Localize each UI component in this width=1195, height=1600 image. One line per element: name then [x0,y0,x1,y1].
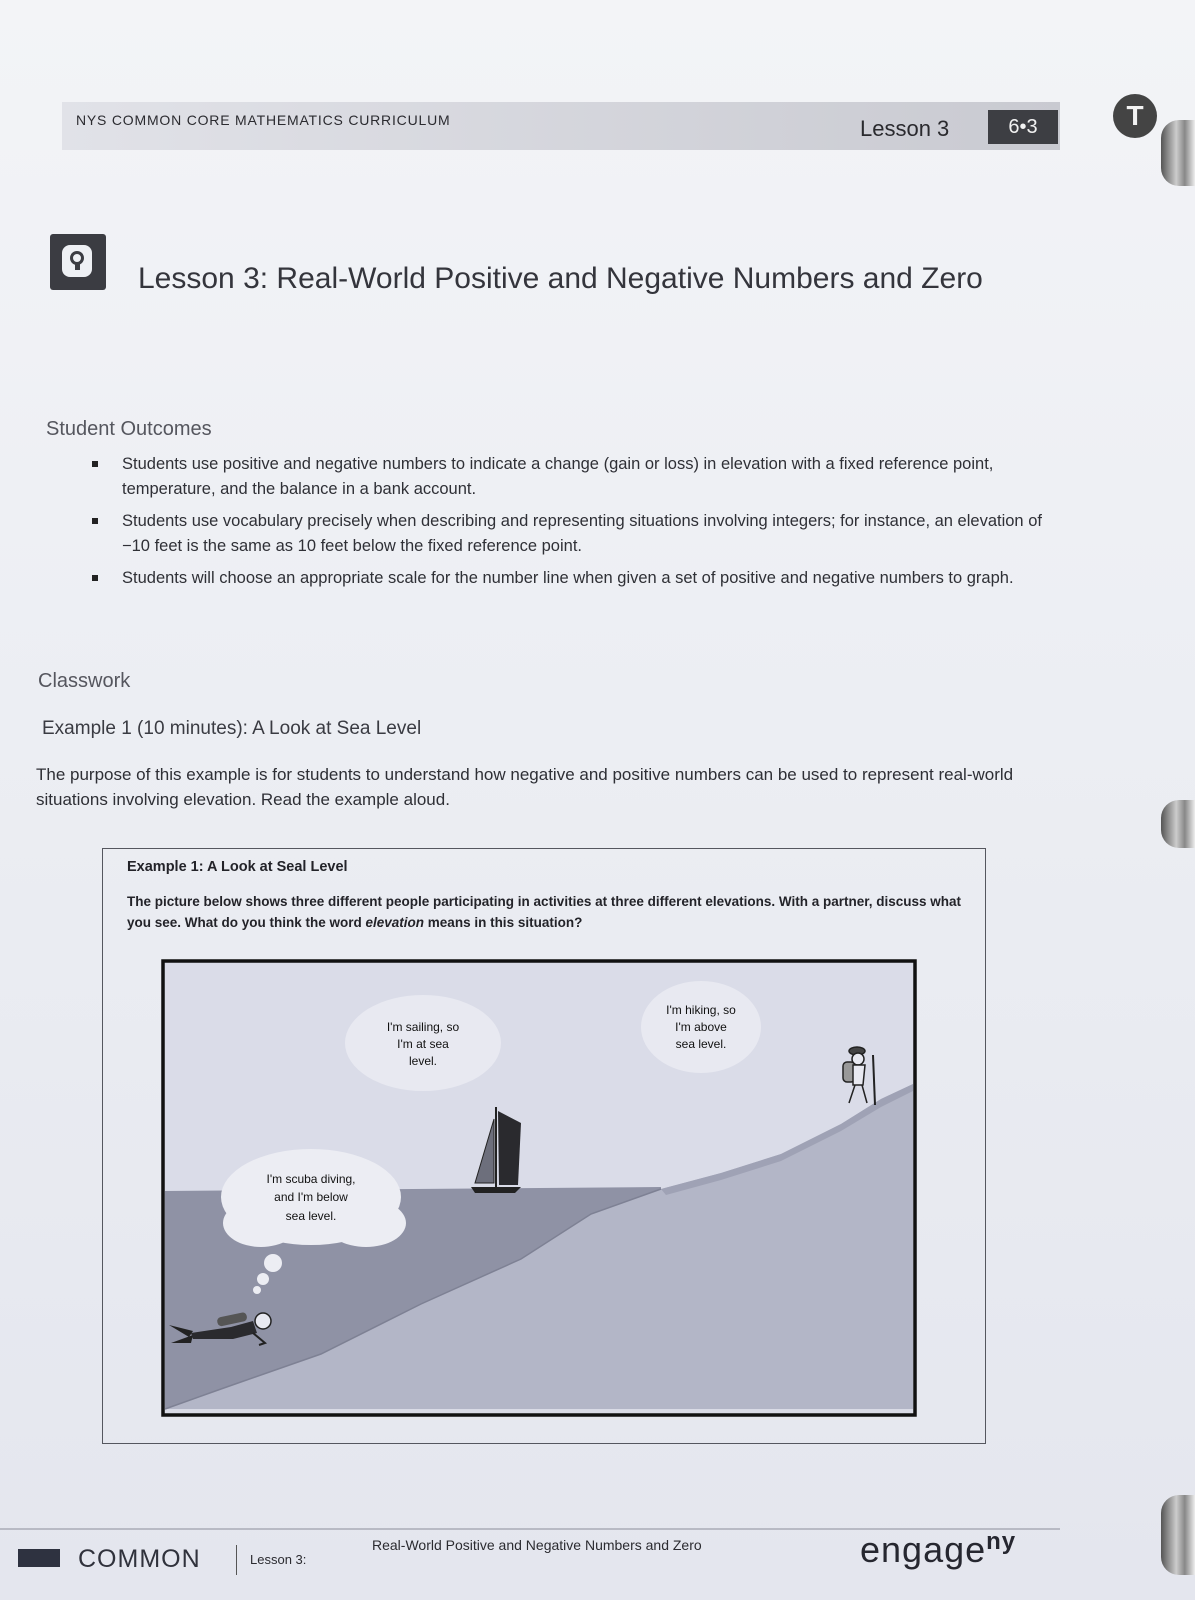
example-box-title: Example 1: A Look at Seal Level [127,859,348,875]
svg-text:sea level.: sea level. [285,1209,337,1223]
curriculum-title: NYS COMMON CORE MATHEMATICS CURRICULUM [76,112,451,128]
binder-ring [1161,120,1195,186]
hiking-speech-bubble [641,981,761,1073]
example-box-description: The picture below shows three different people participating in activities at three different elevations. With a partner, discuss what you see. What do you think the word elevation means in this situation? [127,894,962,930]
footer-lesson: Lesson 3: [250,1552,307,1567]
outcome-item: Students will choose an appropriate scale for the number line when given a set of positive and negative numbers to graph. [92,566,1052,591]
curriculum-header [62,102,1060,150]
elevation-term: elevation [365,915,425,930]
common-core-logo-icon [18,1549,60,1567]
elevation-illustration [161,959,917,1417]
svg-text:level.: level. [408,1054,438,1068]
svg-text:sea level.: sea level. [675,1037,727,1051]
header-lesson: Lesson 3 [860,116,950,141]
svg-text:I'm above: I'm above [675,1020,727,1034]
outcome-item: Students use vocabulary precisely when describing and representing situations involving integers; for instance, an elevation of −10 feet is the same as 10 feet below the fixed reference point. [92,509,1052,559]
classwork-heading: Classwork [38,670,131,692]
svg-text:I'm hiking, so: I'm hiking, so [666,1003,736,1017]
grade-module-badge: 6•3 [988,110,1058,144]
binder-ring [1161,800,1195,848]
example-heading: Example 1 (10 minutes): A Look at Sea Level [42,718,422,739]
svg-text:I'm sailing, so: I'm sailing, so [386,1020,460,1034]
teacher-edition-icon: T [1113,94,1157,138]
lightbulb-icon [50,234,106,290]
engageny-logo: engage$^{ny}$ [860,1528,1017,1570]
footer-description: Real-World Positive and Negative Numbers and Zero [372,1537,702,1553]
svg-text:I'm at sea: I'm at sea [397,1037,449,1051]
svg-text:and I'm below: and I'm below [274,1190,348,1204]
purpose-text: The purpose of this example is for students to understand how negative and positive numbers can be used to represent real-world situations involving elevation. Read the example aloud. [36,765,1014,809]
outcome-item: Students use positive and negative numbers to indicate a change (gain or loss) in elevation with a fixed reference point, temperature, and the balance in a bank account. [92,452,1052,502]
footer-separator [236,1545,237,1575]
example-box [102,848,986,1444]
student-outcomes-heading: Student Outcomes [46,418,212,440]
binder-ring [1161,1495,1195,1575]
page-title: Lesson 3: Real-World Positive and Negative Numbers and Zero [138,262,983,295]
svg-text:I'm scuba diving,: I'm scuba diving, [266,1172,356,1186]
sailing-speech-bubble [345,995,501,1091]
footer-brand: COMMON [78,1545,201,1573]
outcomes-list [92,452,1052,598]
